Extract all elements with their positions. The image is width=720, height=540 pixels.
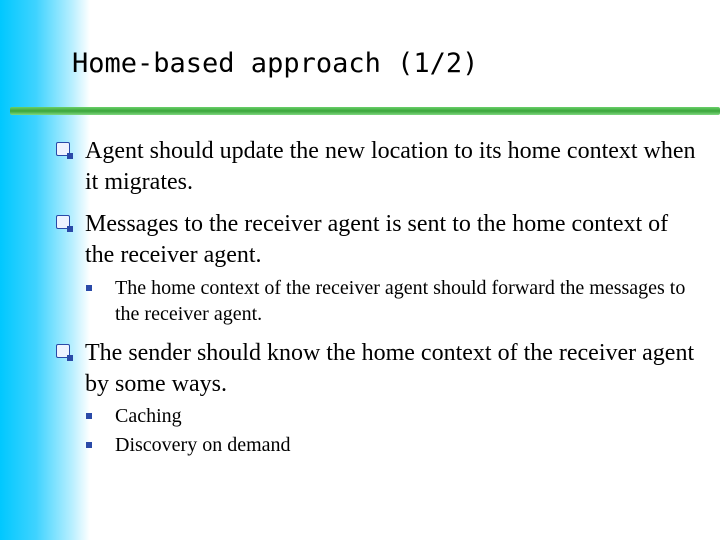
bullet-text: Messages to the receiver agent is sent to the home context of the receiver agent. [85,211,669,268]
checkbox-bullet-icon [56,344,70,358]
sub-bullet-item [86,275,686,327]
bullet-text: The sender should know the home context of the receiver agent by some ways. [85,340,695,397]
checkbox-bullet-icon [56,215,70,229]
slide-title: Home-based approach (1/2) [72,48,479,79]
bullet-item [56,209,696,271]
bullet-text: Agent should update the new location to its home context when it migrates. [85,138,696,195]
sub-bullet-text: Discovery on demand [115,434,291,456]
sub-bullet-text: The home context of the receiver agent should forward the messages to the receiver agent. [115,277,686,325]
bullet-item [56,338,696,400]
sub-bullet-item [86,432,686,458]
square-bullet-icon [86,442,92,448]
square-bullet-icon [86,285,92,291]
title-divider [10,107,720,115]
bullet-item [56,136,696,198]
square-bullet-icon [86,413,92,419]
sub-bullet-item [86,403,686,429]
sub-bullet-text: Caching [115,405,182,427]
checkbox-bullet-icon [56,142,70,156]
